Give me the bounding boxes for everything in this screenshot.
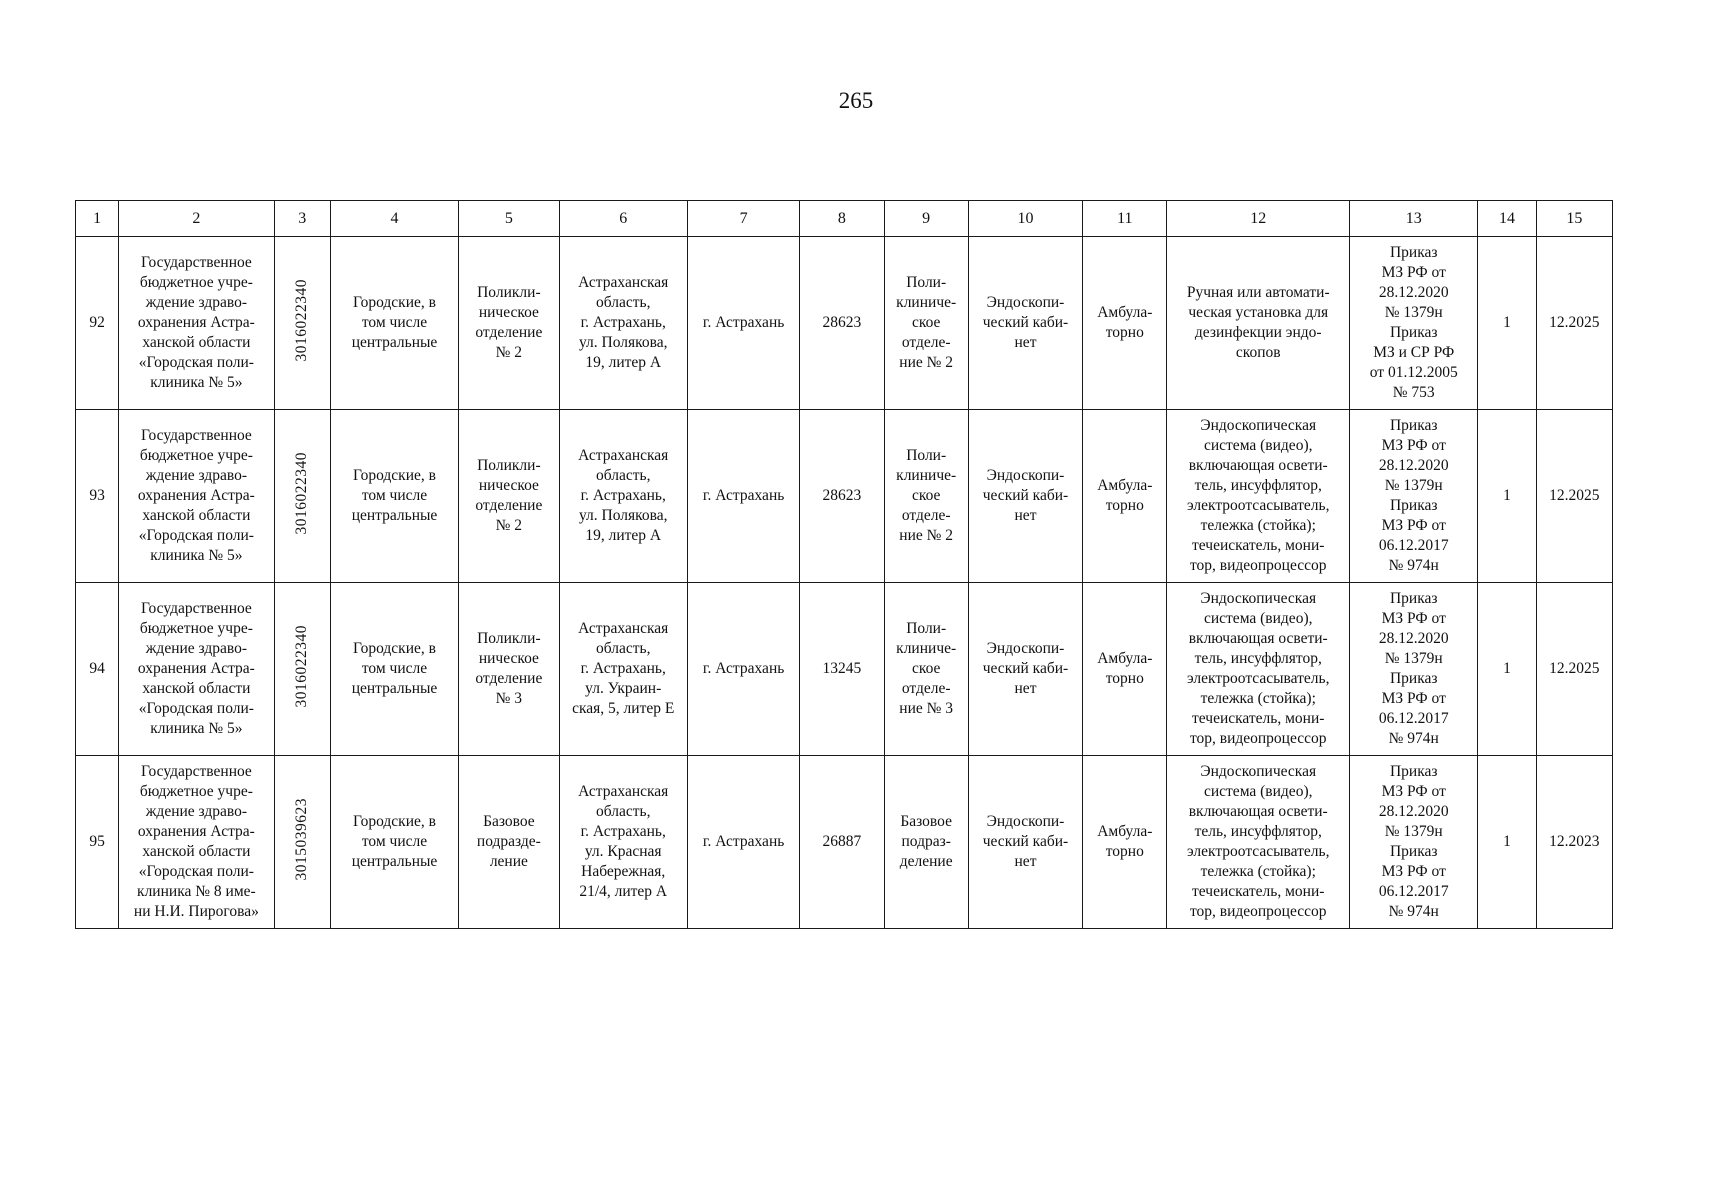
row-number: 93 [76, 410, 119, 583]
city: г. Астрахань [687, 410, 799, 583]
quantity: 1 [1478, 410, 1536, 583]
department: Поли- клиниче- ское отделе- ние № 2 [884, 237, 968, 410]
department: Поли- клиниче- ское отделе- ние № 2 [884, 410, 968, 583]
quantity: 1 [1478, 237, 1536, 410]
organization-name: Государственное бюджетное учре- ждение здраво- охранения Астра- ханской области «Городская поли- клиника № 5» [119, 237, 275, 410]
quantity: 1 [1478, 756, 1536, 929]
orders: Приказ МЗ РФ от 28.12.2020 № 1379н Приказ МЗ РФ от 06.12.2017 № 974н [1350, 410, 1478, 583]
inn-cell [274, 583, 330, 756]
room: Эндоскопи- ческий каби- нет [968, 583, 1082, 756]
address: Астраханская область, г. Астрахань, ул. Полякова, 19, литер А [559, 237, 687, 410]
column-number: 4 [330, 201, 458, 237]
subdivision: Поликли- ническое отделение № 2 [459, 237, 559, 410]
equipment: Эндоскопическая система (видео), включающая освети- тель, инсуффлятор, электроотсасыватель, тележка (стойка); течеискатель, мони- тор, видеопроцессор [1167, 756, 1350, 929]
column-number: 12 [1167, 201, 1350, 237]
column-number: 14 [1478, 201, 1536, 237]
equipment: Эндоскопическая система (видео), включающая освети- тель, инсуффлятор, электроотсасыватель, тележка (стойка); течеискатель, мони- тор, видеопроцессор [1167, 583, 1350, 756]
column-number: 2 [119, 201, 275, 237]
code: 13245 [800, 583, 884, 756]
code: 26887 [800, 756, 884, 929]
equipment: Эндоскопическая система (видео), включающая освети- тель, инсуффлятор, электроотсасыватель, тележка (стойка); течеискатель, мони- тор, видеопроцессор [1167, 410, 1350, 583]
settlement-type: Городские, в том числе центральные [330, 410, 458, 583]
column-number: 3 [274, 201, 330, 237]
department: Базовое подраз- деление [884, 756, 968, 929]
address: Астраханская область, г. Астрахань, ул. Полякова, 19, литер А [559, 410, 687, 583]
table-row [76, 583, 1613, 756]
orders: Приказ МЗ РФ от 28.12.2020 № 1379н Приказ МЗ и СР РФ от 01.12.2005 № 753 [1350, 237, 1478, 410]
table-row [76, 237, 1613, 410]
column-number: 15 [1536, 201, 1612, 237]
address: Астраханская область, г. Астрахань, ул. Украин- ская, 5, литер Е [559, 583, 687, 756]
inn-code: 3016022340 [293, 451, 311, 535]
care-mode: Амбула- торно [1083, 583, 1167, 756]
column-number: 11 [1083, 201, 1167, 237]
room: Эндоскопи- ческий каби- нет [968, 237, 1082, 410]
city: г. Астрахань [687, 583, 799, 756]
column-number: 8 [800, 201, 884, 237]
inn-cell [274, 237, 330, 410]
subdivision: Поликли- ническое отделение № 2 [459, 410, 559, 583]
table-row [76, 756, 1613, 929]
date: 12.2025 [1536, 410, 1612, 583]
care-mode: Амбула- торно [1083, 756, 1167, 929]
care-mode: Амбула- торно [1083, 237, 1167, 410]
address: Астраханская область, г. Астрахань, ул. Красная Набережная, 21/4, литер А [559, 756, 687, 929]
date: 12.2023 [1536, 756, 1612, 929]
row-number: 94 [76, 583, 119, 756]
subdivision: Поликли- ническое отделение № 3 [459, 583, 559, 756]
department: Поли- клиниче- ское отделе- ние № 3 [884, 583, 968, 756]
room: Эндоскопи- ческий каби- нет [968, 410, 1082, 583]
organization-name: Государственное бюджетное учре- ждение здраво- охранения Астра- ханской области «Городская поли- клиника № 5» [119, 410, 275, 583]
organization-name: Государственное бюджетное учре- ждение здраво- охранения Астра- ханской области «Городская поли- клиника № 8 име- ни Н.И. Пирогова» [119, 756, 275, 929]
settlement-type: Городские, в том числе центральные [330, 237, 458, 410]
row-number: 92 [76, 237, 119, 410]
inn-code: 3016022340 [293, 278, 311, 362]
column-number: 9 [884, 201, 968, 237]
subdivision: Базовое подразде- ление [459, 756, 559, 929]
code: 28623 [800, 410, 884, 583]
settlement-type: Городские, в том числе центральные [330, 583, 458, 756]
inn-cell [274, 756, 330, 929]
column-number: 10 [968, 201, 1082, 237]
column-number: 13 [1350, 201, 1478, 237]
date: 12.2025 [1536, 237, 1612, 410]
orders: Приказ МЗ РФ от 28.12.2020 № 1379н Приказ МЗ РФ от 06.12.2017 № 974н [1350, 583, 1478, 756]
quantity: 1 [1478, 583, 1536, 756]
table-row [76, 410, 1613, 583]
equipment-table [75, 200, 1613, 929]
inn-cell [274, 410, 330, 583]
organization-name: Государственное бюджетное учре- ждение здраво- охранения Астра- ханской области «Городская поли- клиника № 5» [119, 583, 275, 756]
settlement-type: Городские, в том числе центральные [330, 756, 458, 929]
column-number-row [76, 201, 1613, 237]
room: Эндоскопи- ческий каби- нет [968, 756, 1082, 929]
column-number: 7 [687, 201, 799, 237]
page-number: 265 [838, 88, 874, 113]
city: г. Астрахань [687, 237, 799, 410]
inn-code: 3015039623 [293, 797, 311, 881]
care-mode: Амбула- торно [1083, 410, 1167, 583]
orders: Приказ МЗ РФ от 28.12.2020 № 1379н Приказ МЗ РФ от 06.12.2017 № 974н [1350, 756, 1478, 929]
row-number: 95 [76, 756, 119, 929]
column-number: 5 [459, 201, 559, 237]
column-number: 1 [76, 201, 119, 237]
inn-code: 3016022340 [293, 624, 311, 708]
column-number: 6 [559, 201, 687, 237]
code: 28623 [800, 237, 884, 410]
date: 12.2025 [1536, 583, 1612, 756]
equipment: Ручная или автомати- ческая установка для дезинфекции эндо- скопов [1167, 237, 1350, 410]
city: г. Астрахань [687, 756, 799, 929]
